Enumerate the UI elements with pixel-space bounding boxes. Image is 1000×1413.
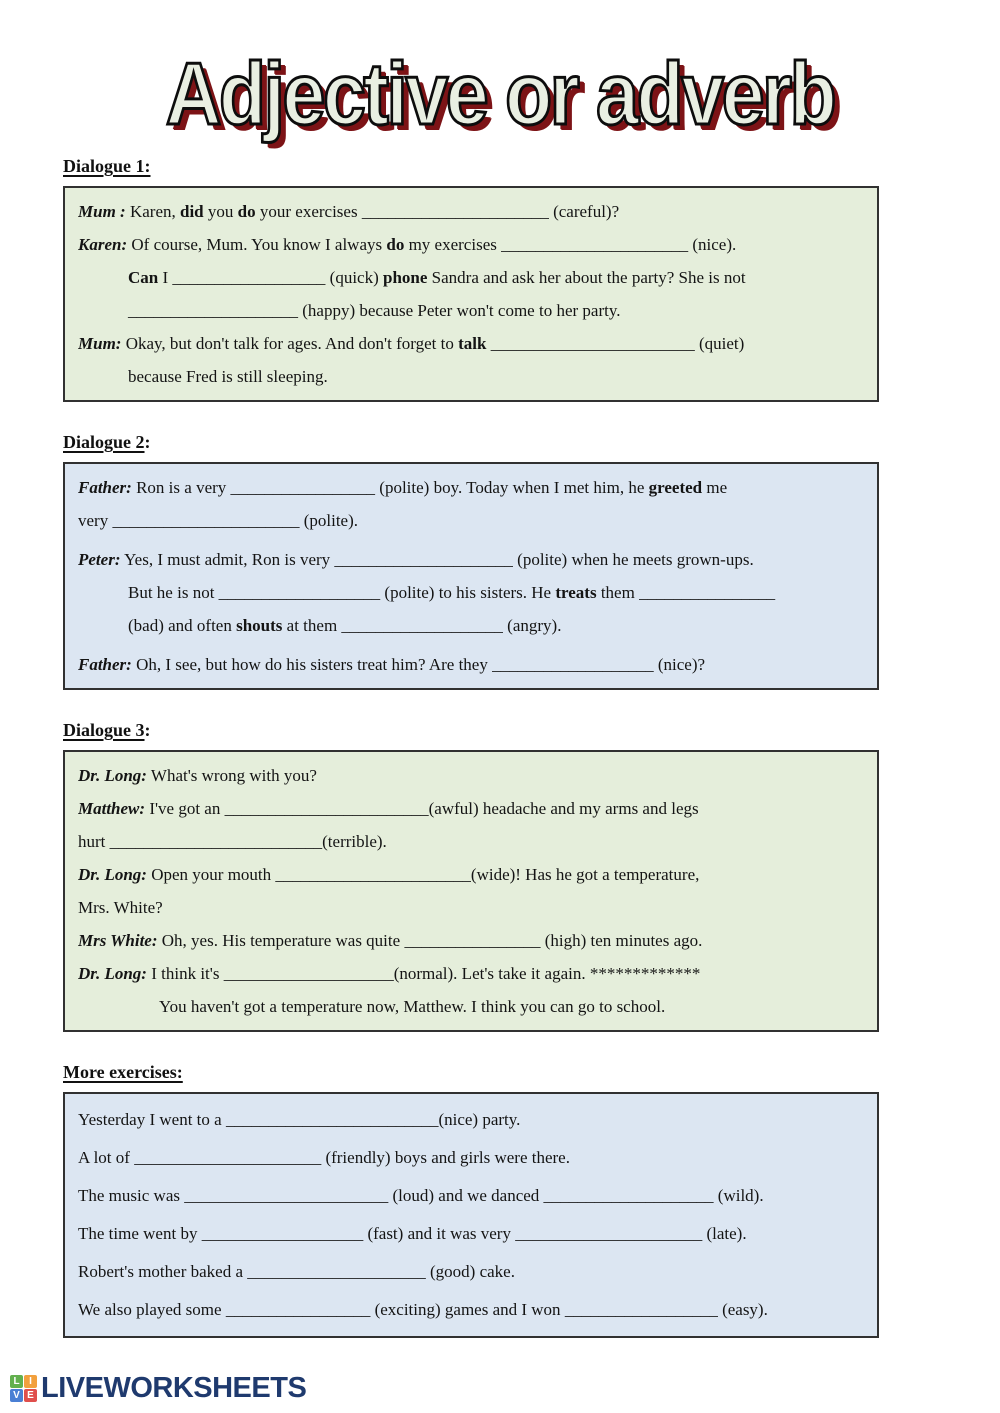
text-run: We also played some	[78, 1300, 226, 1319]
text-run: you	[203, 202, 238, 221]
text-run: (nice)?	[653, 655, 706, 674]
exercises-box	[63, 1092, 879, 1338]
text-run: _________________	[230, 478, 376, 497]
text-run: I	[158, 268, 173, 287]
dialogue-line	[78, 1215, 865, 1253]
dialogue-line	[78, 1139, 865, 1177]
dialogue-line	[78, 858, 865, 891]
text-run: Matthew:	[78, 799, 146, 818]
text-run: Oh, I see, but how do his sisters treat him? Are they	[131, 655, 493, 674]
text-run: Mum:	[78, 334, 122, 353]
text-run: A lot of	[78, 1148, 135, 1167]
section-dialogue-3	[63, 720, 879, 1032]
text-run: (easy).	[717, 1300, 768, 1319]
text-run: (exciting) games and I won	[370, 1300, 565, 1319]
text-run: Mrs. White?	[78, 898, 163, 917]
text-run: Karen:	[78, 235, 128, 254]
dialogue-line	[78, 1253, 865, 1291]
dialogue-line	[78, 261, 865, 294]
text-run: (terrible).	[322, 832, 387, 851]
text-run: do	[386, 235, 405, 254]
text-run: Dr. Long:	[78, 766, 147, 785]
dialogue-box-1	[63, 186, 879, 402]
text-run: ___________________	[341, 616, 503, 635]
heading-underlined-text: More exercises:	[63, 1062, 183, 1082]
text-run: at them	[282, 616, 342, 635]
dialogue-box-2	[63, 462, 879, 690]
dialogue-line	[78, 327, 865, 360]
logo-tile-l: L	[10, 1375, 23, 1388]
text-run: because Fred is still sleeping.	[128, 367, 328, 386]
liveworksheets-logo	[10, 1375, 37, 1402]
text-run: ______________________	[134, 1148, 322, 1167]
heading-rest-text: :	[144, 432, 151, 452]
text-run: (awful) headache and my arms and legs	[428, 799, 699, 818]
text-run: ______________________	[112, 511, 300, 530]
text-run: talk	[458, 334, 487, 353]
text-run: (careful)?	[548, 202, 620, 221]
text-run: Ron is a very	[131, 478, 231, 497]
text-run: Peter:	[78, 550, 121, 569]
section-heading-more-exercises	[63, 1062, 879, 1083]
text-run: ____________________	[223, 964, 394, 983]
dialogue-line	[78, 990, 865, 1023]
text-run: Open your mouth	[146, 865, 276, 884]
heading-rest-text: :	[144, 720, 151, 740]
dialogue-line	[78, 957, 865, 990]
dialogue-line	[78, 228, 865, 261]
text-run: __________________	[172, 268, 326, 287]
text-run: shouts	[236, 616, 283, 635]
dialogue-line	[78, 1101, 865, 1139]
text-run: ___________________	[218, 583, 381, 602]
text-run: treats	[555, 583, 597, 602]
text-run: Okay, but don't talk for ages. And don't forget to	[121, 334, 459, 353]
text-run: ___________________	[492, 655, 654, 674]
text-run: Sandra and ask her about the party? She is not	[427, 268, 746, 287]
text-run: greeted	[648, 478, 703, 497]
dialogue-line	[78, 825, 865, 858]
text-run: Of course, Mum. You know I always	[127, 235, 387, 254]
text-run: Mrs White:	[78, 931, 158, 950]
dialogue-line	[78, 891, 865, 924]
text-run: did	[180, 202, 204, 221]
dialogue-line	[78, 294, 865, 327]
text-run: Mum :	[78, 202, 130, 221]
logo-tile-i: I	[24, 1375, 37, 1388]
dialogue-line	[78, 1291, 865, 1329]
worksheet-body	[63, 156, 879, 1338]
text-run: But he is not	[128, 583, 219, 602]
text-run: ______________________	[515, 1224, 703, 1243]
text-run: ________________	[404, 931, 541, 950]
dialogue-line	[78, 759, 865, 792]
text-run: (loud) and we danced	[388, 1186, 544, 1205]
text-run: phone	[383, 268, 428, 287]
section-heading-dialogue-2	[63, 432, 879, 453]
worksheet-header	[0, 0, 1000, 146]
text-run: The music was	[78, 1186, 185, 1205]
section-heading-dialogue-1	[63, 156, 879, 177]
text-run: __________________	[564, 1300, 718, 1319]
text-run: Oh, yes. His temperature was quite	[157, 931, 405, 950]
dialogue-line	[78, 195, 865, 228]
dialogue-box-3	[63, 750, 879, 1032]
text-run: ______________________	[501, 235, 689, 254]
heading-underlined-text: Dialogue 3	[63, 720, 145, 740]
text-run: very	[78, 511, 113, 530]
logo-tile-v: V	[10, 1389, 23, 1402]
text-run: (wild).	[713, 1186, 764, 1205]
text-run: Dr. Long:	[78, 964, 147, 983]
brand-text: LIVEWORKSHEETS	[41, 1372, 307, 1404]
text-run: Can	[128, 268, 159, 287]
dialogue-line	[78, 504, 865, 537]
logo-tile-e: E	[24, 1389, 37, 1402]
text-run: Karen,	[129, 202, 180, 221]
heading-underlined-text: Dialogue 1:	[63, 156, 151, 176]
text-run: ________________________	[490, 334, 695, 353]
text-run: me	[702, 478, 728, 497]
text-run: (polite) boy. Today when I met him, he	[375, 478, 649, 497]
text-run: _________________	[225, 1300, 371, 1319]
dialogue-line	[78, 1177, 865, 1215]
dialogue-line	[78, 609, 865, 642]
dialogue-line	[78, 360, 865, 393]
text-run: Yesterday I went to a	[78, 1110, 226, 1129]
text-run: (late).	[702, 1224, 747, 1243]
text-run: (nice).	[688, 235, 737, 254]
text-run: ________________________	[184, 1186, 389, 1205]
text-run: The time went by	[78, 1224, 202, 1243]
text-run: Father:	[78, 655, 132, 674]
section-dialogue-1	[63, 156, 879, 402]
dialogue-line	[78, 576, 865, 609]
text-run: your exercises	[255, 202, 362, 221]
dialogue-line	[78, 543, 865, 576]
text-run: ______________________	[361, 202, 549, 221]
dialogue-line	[78, 792, 865, 825]
text-run: (polite) when he meets grown-ups.	[512, 550, 754, 569]
text-run: ____________________	[543, 1186, 714, 1205]
text-run: (quiet)	[694, 334, 745, 353]
section-more-exercises	[63, 1062, 879, 1338]
text-run: _____________________	[247, 1262, 426, 1281]
text-run: them	[596, 583, 640, 602]
text-run: ___________________	[201, 1224, 364, 1243]
text-run: (high) ten minutes ago.	[540, 931, 703, 950]
text-run: ________________	[639, 583, 776, 602]
text-run: do	[237, 202, 256, 221]
dialogue-line	[78, 471, 865, 504]
text-run: _____________________	[334, 550, 513, 569]
footer-brand	[10, 1372, 306, 1405]
text-run: (happy) because Peter won't come to her party.	[298, 301, 621, 320]
heading-underlined-text: Dialogue 2	[63, 432, 145, 452]
text-run: Yes, I must admit, Ron is very	[120, 550, 335, 569]
text-run: (normal). Let's take it again. *************	[393, 964, 701, 983]
text-run: _________________________	[225, 1110, 439, 1129]
text-run: (bad) and often	[128, 616, 237, 635]
section-heading-dialogue-3	[63, 720, 879, 741]
text-run: (wide)! Has he got a temperature,	[470, 865, 700, 884]
text-run: Robert's mother baked a	[78, 1262, 248, 1281]
section-dialogue-2	[63, 432, 879, 690]
text-run: I've got an	[145, 799, 225, 818]
text-run: hurt	[78, 832, 110, 851]
text-run: I think it's	[146, 964, 224, 983]
text-run: (polite).	[299, 511, 359, 530]
dialogue-line	[78, 648, 865, 681]
text-run: (good) cake.	[425, 1262, 515, 1281]
text-run: (fast) and it was very	[363, 1224, 516, 1243]
text-run: (friendly) boys and girls were there.	[321, 1148, 570, 1167]
text-run: (quick)	[325, 268, 383, 287]
text-run: Father:	[78, 478, 132, 497]
text-run: What's wrong with you?	[146, 766, 317, 785]
text-run: ________________________	[224, 799, 429, 818]
text-run: You haven't got a temperature now, Matthew. I think you can go to school.	[159, 997, 666, 1016]
text-run: _______________________	[275, 865, 471, 884]
text-run: _________________________	[109, 832, 323, 851]
worksheet-title: Adjective or adverb	[165, 44, 835, 143]
text-run: my exercises	[404, 235, 502, 254]
text-run: Dr. Long:	[78, 865, 147, 884]
dialogue-line	[78, 924, 865, 957]
text-run: ____________________	[128, 301, 298, 320]
text-run: (polite) to his sisters. He	[380, 583, 556, 602]
text-run: (nice) party.	[438, 1110, 521, 1129]
text-run: (angry).	[502, 616, 562, 635]
